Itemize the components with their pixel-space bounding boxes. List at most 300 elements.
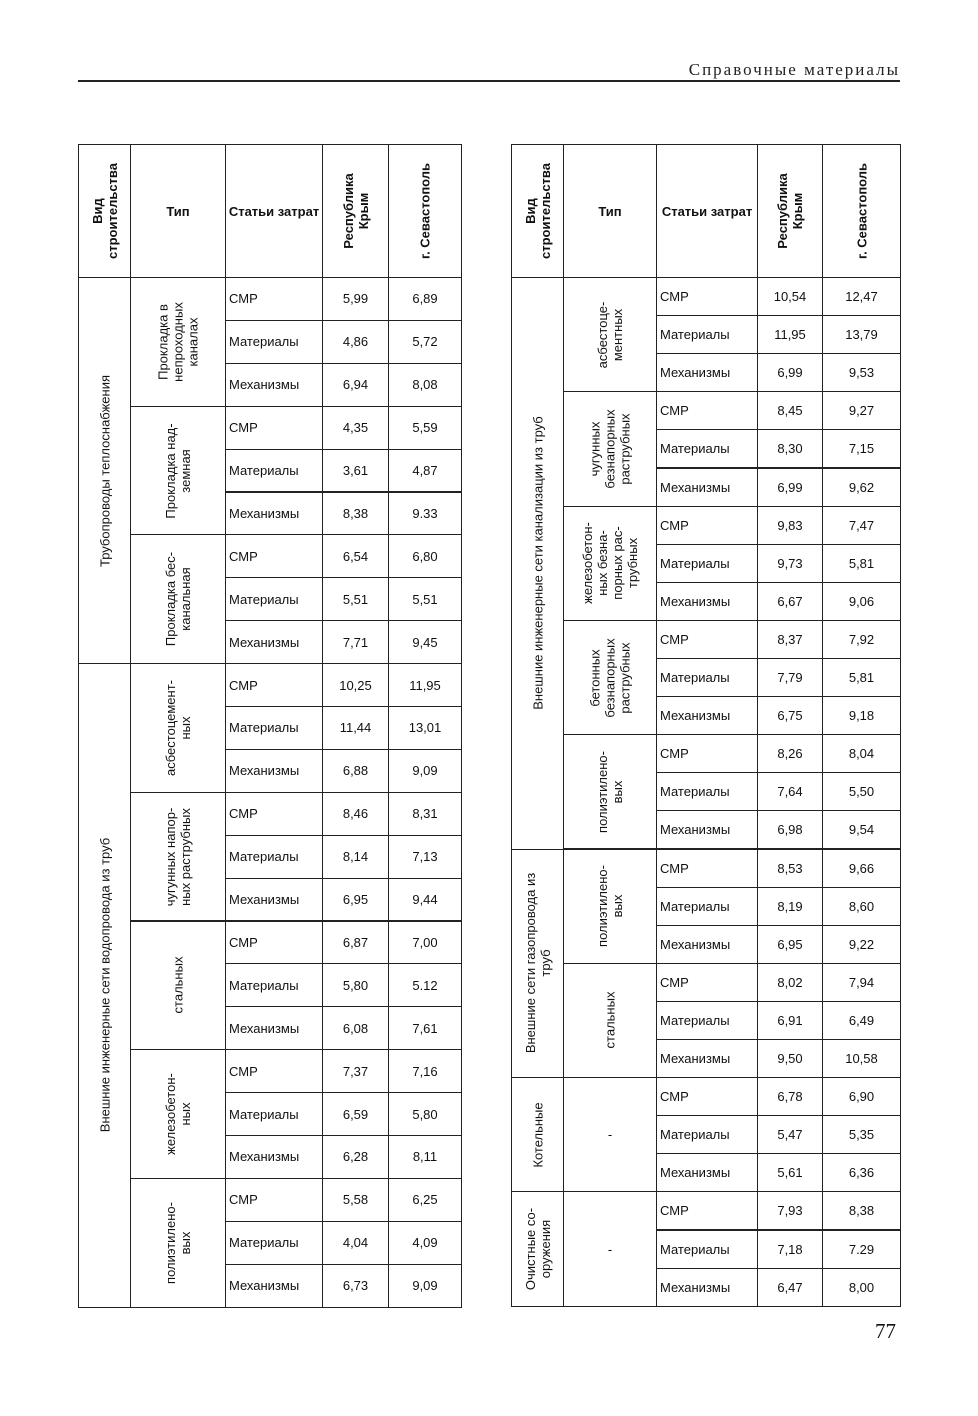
crimea-value: 6,99 — [777, 365, 803, 381]
pipe-type-cell — [130, 406, 226, 536]
crimea-value: 5,51 — [342, 591, 369, 607]
sevastopol-value: 8,00 — [848, 1279, 875, 1295]
crimea-value-cell — [322, 1178, 389, 1222]
crimea-value-cell — [322, 1049, 389, 1093]
crimea-value-cell — [757, 468, 823, 507]
cost-item-label: СМР — [229, 1192, 258, 1208]
crimea-value: 10,54 — [773, 289, 807, 305]
crimea-value: 3,61 — [342, 463, 369, 479]
sevastopol-value-cell — [822, 772, 901, 811]
construction-type-cell — [78, 663, 131, 1308]
cost-item-cell — [656, 1115, 758, 1154]
sevastopol-value-cell — [388, 406, 462, 450]
cost-item-label: СМР — [660, 289, 689, 305]
cost-item-cell — [225, 492, 323, 536]
sevastopol-value: 7,15 — [848, 441, 875, 457]
header-stati — [225, 144, 323, 278]
pipe-type-cell — [563, 1191, 657, 1306]
crimea-value: 8,30 — [777, 441, 803, 457]
crimea-value: 6,28 — [342, 1149, 369, 1165]
cost-item-cell — [225, 792, 323, 836]
pipe-type-cell — [563, 620, 657, 735]
cost-item-cell — [656, 1191, 758, 1230]
sevastopol-value: 7,61 — [412, 1020, 438, 1036]
crimea-value-cell — [322, 792, 389, 836]
cost-item-cell — [656, 696, 758, 735]
sevastopol-value: 6,36 — [848, 1165, 875, 1181]
cost-item-cell — [225, 1006, 323, 1050]
construction-type-cell — [511, 1191, 564, 1306]
pipe-type-cell — [563, 849, 657, 964]
cost-item-label: Материалы — [229, 463, 299, 479]
cost-item-cell — [225, 1092, 323, 1136]
construction-type-label: Внешние сети газопровода из труб — [522, 873, 553, 1054]
cost-item-label: СМР — [660, 1089, 689, 1105]
cost-item-cell — [656, 506, 758, 545]
sevastopol-value: 9,09 — [412, 763, 438, 779]
sevastopol-value: 9.33 — [412, 505, 438, 521]
crimea-value: 6,91 — [777, 1012, 803, 1028]
cost-item-label: СМР — [660, 517, 689, 533]
crimea-value-cell — [757, 887, 823, 926]
cost-item-cell — [225, 1221, 323, 1265]
crimea-value: 8,38 — [342, 505, 369, 521]
sevastopol-value-cell — [388, 363, 462, 407]
sevastopol-value-cell — [388, 878, 462, 922]
sevastopol-value-cell — [822, 887, 901, 926]
sevastopol-value-cell — [822, 353, 901, 392]
sevastopol-value: 4,09 — [412, 1235, 438, 1251]
cost-item-cell — [225, 363, 323, 407]
sevastopol-value-cell — [822, 620, 901, 659]
sevastopol-value: 5.12 — [412, 977, 438, 993]
cost-item-label: СМР — [660, 860, 689, 876]
cost-item-cell — [656, 1077, 758, 1116]
sevastopol-value-cell — [822, 734, 901, 773]
construction-type-cell — [78, 277, 131, 664]
crimea-value: 6,47 — [777, 1279, 803, 1295]
cost-item-cell — [225, 320, 323, 364]
sevastopol-value: 9,62 — [848, 479, 875, 495]
cost-item-label: Материалы — [660, 1012, 730, 1028]
crimea-value-cell — [322, 1006, 389, 1050]
pipe-type-label: чугунных напор- ных раструбных — [163, 807, 193, 906]
cost-item-cell — [225, 1135, 323, 1179]
crimea-value: 5,58 — [342, 1192, 369, 1208]
cost-item-label: Материалы — [660, 327, 730, 343]
header-rk-label: Республика Крым — [775, 173, 805, 249]
cost-item-label: Механизмы — [229, 1020, 300, 1036]
cost-item-cell — [656, 887, 758, 926]
cost-item-cell — [225, 1264, 323, 1308]
sevastopol-value: 7.29 — [848, 1241, 875, 1257]
cost-item-label: Механизмы — [660, 479, 731, 495]
crimea-value: 7,18 — [777, 1241, 803, 1257]
crimea-value-cell — [757, 1230, 823, 1269]
cost-item-cell — [225, 577, 323, 621]
sevastopol-value: 9,22 — [848, 936, 875, 952]
construction-type-cell — [511, 849, 564, 1079]
crimea-value-cell — [757, 506, 823, 545]
cost-item-label: Материалы — [660, 670, 730, 686]
sevastopol-value: 13,79 — [845, 327, 878, 343]
cost-item-label: Материалы — [660, 898, 730, 914]
sevastopol-value-cell — [822, 849, 901, 888]
crimea-value: 5,99 — [342, 291, 369, 307]
crimea-value: 11,95 — [774, 327, 806, 343]
crimea-value: 6,78 — [777, 1089, 803, 1105]
crimea-value: 6,95 — [777, 936, 803, 952]
sevastopol-value: 8,38 — [848, 1203, 875, 1219]
cost-item-cell — [656, 925, 758, 964]
crimea-value-cell — [757, 925, 823, 964]
sevastopol-value: 9,18 — [848, 708, 875, 724]
cost-item-label: СМР — [660, 403, 689, 419]
cost-item-cell — [225, 921, 323, 965]
crimea-value: 7,64 — [777, 784, 803, 800]
crimea-value: 4,86 — [342, 334, 369, 350]
cost-item-label: СМР — [229, 677, 258, 693]
sevastopol-value: 9,53 — [848, 365, 875, 381]
sevastopol-value: 6,80 — [412, 548, 438, 564]
crimea-value: 8,46 — [342, 806, 369, 822]
sevastopol-value: 9,66 — [848, 860, 875, 876]
sevastopol-value-cell — [822, 925, 901, 964]
crimea-value: 9,73 — [777, 555, 803, 571]
cost-item-cell — [225, 749, 323, 793]
crimea-value-cell — [322, 492, 389, 536]
cost-item-label: СМР — [229, 1063, 258, 1079]
crimea-value-cell — [757, 1077, 823, 1116]
cost-item-label: Механизмы — [229, 634, 300, 650]
sevastopol-value-cell — [822, 810, 901, 849]
construction-type-label: Очистные со- оружения — [522, 1207, 553, 1291]
sevastopol-value: 10,58 — [845, 1051, 878, 1067]
crimea-value: 5,80 — [342, 977, 369, 993]
sevastopol-value-cell — [822, 1153, 901, 1192]
header-stati-label: Статьи затрат — [228, 203, 320, 219]
sevastopol-value-cell — [388, 320, 462, 364]
sevastopol-value-cell — [822, 582, 901, 621]
header-rk — [322, 144, 389, 278]
crimea-value: 10,25 — [339, 677, 372, 693]
sevastopol-value: 5,81 — [848, 670, 875, 686]
crimea-value: 4,04 — [342, 1235, 369, 1251]
sevastopol-value: 5,59 — [412, 420, 438, 436]
crimea-value-cell — [757, 582, 823, 621]
crimea-value: 6,98 — [777, 822, 803, 838]
cost-item-cell — [656, 1001, 758, 1040]
sevastopol-value-cell — [388, 749, 462, 793]
construction-type-cell — [511, 277, 564, 850]
crimea-value: 9,50 — [777, 1051, 803, 1067]
cost-item-label: Материалы — [229, 849, 299, 865]
sevastopol-value-cell — [822, 1039, 901, 1078]
sevastopol-value-cell — [388, 620, 462, 664]
crimea-value-cell — [757, 620, 823, 659]
sevastopol-value-cell — [388, 706, 462, 750]
sevastopol-value-cell — [822, 1230, 901, 1269]
pipe-type-label: чугунных безнапорных раструбных — [587, 409, 633, 489]
cost-item-label: Механизмы — [660, 936, 731, 952]
cost-item-cell — [225, 963, 323, 1007]
sevastopol-value: 9,44 — [412, 892, 438, 908]
header-stati — [656, 144, 758, 278]
crimea-value-cell — [757, 849, 823, 888]
cost-item-cell — [225, 1049, 323, 1093]
crimea-value-cell — [322, 663, 389, 707]
crimea-value-cell — [322, 749, 389, 793]
header-tip — [130, 144, 226, 278]
sevastopol-value-cell — [822, 391, 901, 430]
crimea-value-cell — [322, 878, 389, 922]
pipe-type-label: асбестоце- ментных — [595, 301, 625, 368]
cost-item-label: Материалы — [660, 784, 730, 800]
cost-item-cell — [656, 658, 758, 697]
cost-item-cell — [656, 1153, 758, 1192]
crimea-value-cell — [757, 315, 823, 354]
crimea-value: 6,87 — [342, 934, 369, 950]
crimea-value: 7,93 — [777, 1203, 803, 1219]
crimea-value-cell — [322, 620, 389, 664]
sevastopol-value: 7,00 — [412, 934, 438, 950]
crimea-value-cell — [322, 449, 389, 493]
cost-item-label: СМР — [660, 1203, 689, 1219]
cost-item-cell — [656, 772, 758, 811]
sevastopol-value-cell — [388, 1135, 462, 1179]
sevastopol-value-cell — [388, 1264, 462, 1308]
cost-item-cell — [656, 391, 758, 430]
header-rule — [78, 80, 900, 82]
sevastopol-value: 9,09 — [412, 1278, 438, 1294]
cost-item-label: Материалы — [660, 555, 730, 571]
header-vid-label: Вид строительства — [522, 163, 553, 259]
sevastopol-value-cell — [822, 544, 901, 583]
cost-item-label: Механизмы — [660, 1051, 731, 1067]
crimea-value-cell — [322, 577, 389, 621]
crimea-value-cell — [757, 696, 823, 735]
sevastopol-value: 7,92 — [848, 631, 875, 647]
cost-item-cell — [656, 277, 758, 316]
header-rk-label: Республика Крым — [340, 173, 371, 249]
sevastopol-value: 5,51 — [412, 591, 438, 607]
sevastopol-value-cell — [822, 1077, 901, 1116]
crimea-value-cell — [757, 1153, 823, 1192]
cost-item-cell — [225, 534, 323, 578]
crimea-value: 8,53 — [777, 860, 803, 876]
cost-item-label: СМР — [660, 746, 689, 762]
cost-item-cell — [656, 582, 758, 621]
crimea-value-cell — [757, 1115, 823, 1154]
page-header-title: Справочные материалы — [688, 60, 900, 79]
sevastopol-value: 5,35 — [848, 1127, 875, 1143]
cost-item-cell — [225, 449, 323, 493]
sevastopol-value-cell — [822, 1268, 901, 1307]
sevastopol-value-cell — [388, 921, 462, 965]
header-rk — [757, 144, 823, 278]
pipe-type-cell — [130, 792, 226, 922]
pipe-type-label: Прокладка бес- канальная — [163, 552, 193, 647]
crimea-value-cell — [757, 1001, 823, 1040]
cost-item-label: Материалы — [229, 1235, 299, 1251]
cost-item-label: Механизмы — [229, 763, 300, 779]
cost-item-cell — [656, 468, 758, 507]
cost-item-label: Механизмы — [660, 593, 731, 609]
cost-item-cell — [656, 963, 758, 1002]
pipe-type-label: - — [607, 1241, 613, 1257]
sevastopol-value: 9,27 — [848, 403, 875, 419]
crimea-value: 6,99 — [777, 479, 803, 495]
sevastopol-value: 6,25 — [412, 1192, 438, 1208]
pipe-type-cell — [130, 534, 226, 664]
sevastopol-value: 5,81 — [848, 555, 875, 571]
sevastopol-value-cell — [822, 963, 901, 1002]
cost-item-cell — [225, 835, 323, 879]
cost-item-cell — [225, 1178, 323, 1222]
sevastopol-value: 6,89 — [412, 291, 438, 307]
crimea-value: 8,37 — [777, 631, 803, 647]
sevastopol-value-cell — [388, 1221, 462, 1265]
cost-item-cell — [656, 620, 758, 659]
crimea-value-cell — [757, 658, 823, 697]
crimea-value: 7,71 — [342, 634, 369, 650]
cost-item-label: Механизмы — [660, 365, 731, 381]
cost-item-label: СМР — [229, 806, 258, 822]
crimea-value-cell — [322, 835, 389, 879]
sevastopol-value-cell — [388, 449, 462, 493]
crimea-value: 5,61 — [777, 1165, 803, 1181]
pipe-type-cell — [130, 1178, 226, 1308]
crimea-value-cell — [757, 1191, 823, 1230]
sevastopol-value-cell — [388, 1049, 462, 1093]
sevastopol-value-cell — [388, 963, 462, 1007]
crimea-value: 8,45 — [777, 403, 803, 419]
sevastopol-value-cell — [822, 468, 901, 507]
crimea-value: 9,83 — [777, 517, 803, 533]
cost-item-label: Материалы — [229, 1106, 299, 1122]
header-stati-label: Статьи затрат — [661, 203, 753, 219]
crimea-value: 6,54 — [342, 548, 369, 564]
pipe-type-label: бетонных безнапорных раструбных — [587, 637, 633, 718]
cost-item-cell — [225, 706, 323, 750]
cost-item-label: Материалы — [660, 1241, 730, 1257]
cost-item-label: Механизмы — [229, 892, 300, 908]
cost-item-cell — [225, 406, 323, 450]
cost-item-label: Механизмы — [229, 1149, 300, 1165]
header-tip — [563, 144, 657, 278]
construction-type-label: Котельные — [530, 1102, 545, 1168]
sevastopol-value: 5,80 — [412, 1106, 438, 1122]
cost-item-label: Материалы — [660, 1127, 730, 1143]
sevastopol-value-cell — [388, 792, 462, 836]
cost-item-label: СМР — [229, 291, 258, 307]
cost-item-cell — [656, 810, 758, 849]
sevastopol-value: 5,72 — [412, 334, 438, 350]
cost-item-cell — [656, 1268, 758, 1307]
cost-item-label: Механизмы — [229, 1278, 300, 1294]
crimea-value-cell — [757, 810, 823, 849]
header-vid-label: Вид строительства — [89, 163, 120, 259]
pipe-type-label: железобетон- ных безна- порных рас- трубных — [580, 522, 640, 605]
pipe-type-label: асбестоцемент- ных — [163, 679, 193, 776]
header-tip-label: Тип — [166, 203, 190, 219]
sevastopol-value-cell — [822, 277, 901, 316]
cost-item-cell — [656, 1230, 758, 1269]
crimea-value: 6,88 — [342, 763, 369, 779]
crimea-value-cell — [757, 544, 823, 583]
cost-item-label: СМР — [660, 974, 689, 990]
pipe-type-cell — [130, 277, 226, 407]
sevastopol-value: 12,47 — [845, 289, 878, 305]
sevastopol-value-cell — [822, 1001, 901, 1040]
sevastopol-value: 7,94 — [848, 974, 875, 990]
cost-item-label: Материалы — [229, 334, 299, 350]
cost-item-cell — [656, 1039, 758, 1078]
sevastopol-value-cell — [822, 429, 901, 468]
cost-item-cell — [656, 849, 758, 888]
cost-item-label: Механизмы — [229, 377, 300, 393]
header-sev-label: г. Севастополь — [417, 162, 433, 260]
crimea-value: 11,44 — [339, 720, 372, 736]
header-vid — [78, 144, 131, 278]
pipe-type-cell — [563, 277, 657, 392]
header-vid — [511, 144, 564, 278]
crimea-value: 6,59 — [342, 1106, 369, 1122]
pipe-type-label: полиэтилено- вых — [595, 750, 625, 833]
sevastopol-value-cell — [388, 663, 462, 707]
header-sev — [388, 144, 462, 278]
sevastopol-value-cell — [388, 534, 462, 578]
sevastopol-value: 8,04 — [848, 746, 875, 762]
sevastopol-value-cell — [822, 315, 901, 354]
crimea-value-cell — [322, 921, 389, 965]
cost-item-label: СМР — [229, 548, 258, 564]
sevastopol-value-cell — [388, 1006, 462, 1050]
crimea-value-cell — [322, 277, 389, 321]
sevastopol-value: 11,95 — [409, 677, 441, 693]
sevastopol-value-cell — [822, 1115, 901, 1154]
crimea-value: 6,67 — [777, 593, 803, 609]
sevastopol-value: 8,08 — [412, 377, 438, 393]
crimea-value-cell — [757, 391, 823, 430]
cost-item-label: Материалы — [660, 441, 730, 457]
crimea-value: 8,19 — [777, 898, 803, 914]
crimea-value-cell — [757, 277, 823, 316]
cost-item-cell — [225, 878, 323, 922]
cost-item-cell — [656, 353, 758, 392]
crimea-value-cell — [757, 429, 823, 468]
sevastopol-value: 7,13 — [412, 849, 438, 865]
sevastopol-value: 9,45 — [412, 634, 438, 650]
construction-type-label: Трубопроводы теплоснабжения — [97, 374, 112, 567]
cost-item-label: Материалы — [229, 977, 299, 993]
crimea-value-cell — [757, 1039, 823, 1078]
crimea-value-cell — [322, 320, 389, 364]
sevastopol-value-cell — [388, 577, 462, 621]
sevastopol-value-cell — [388, 277, 462, 321]
cost-item-label: Механизмы — [660, 822, 731, 838]
pipe-type-label: стальных — [602, 991, 618, 1049]
header-tip-label: Тип — [598, 203, 622, 219]
crimea-value-cell — [322, 1092, 389, 1136]
cost-item-label: Материалы — [229, 720, 299, 736]
pipe-type-cell — [130, 1049, 226, 1179]
crimea-value-cell — [757, 734, 823, 773]
crimea-value-cell — [322, 963, 389, 1007]
pipe-type-cell — [563, 963, 657, 1078]
sevastopol-value: 6,49 — [848, 1012, 875, 1028]
header-sev-label: г. Севастополь — [854, 162, 869, 260]
